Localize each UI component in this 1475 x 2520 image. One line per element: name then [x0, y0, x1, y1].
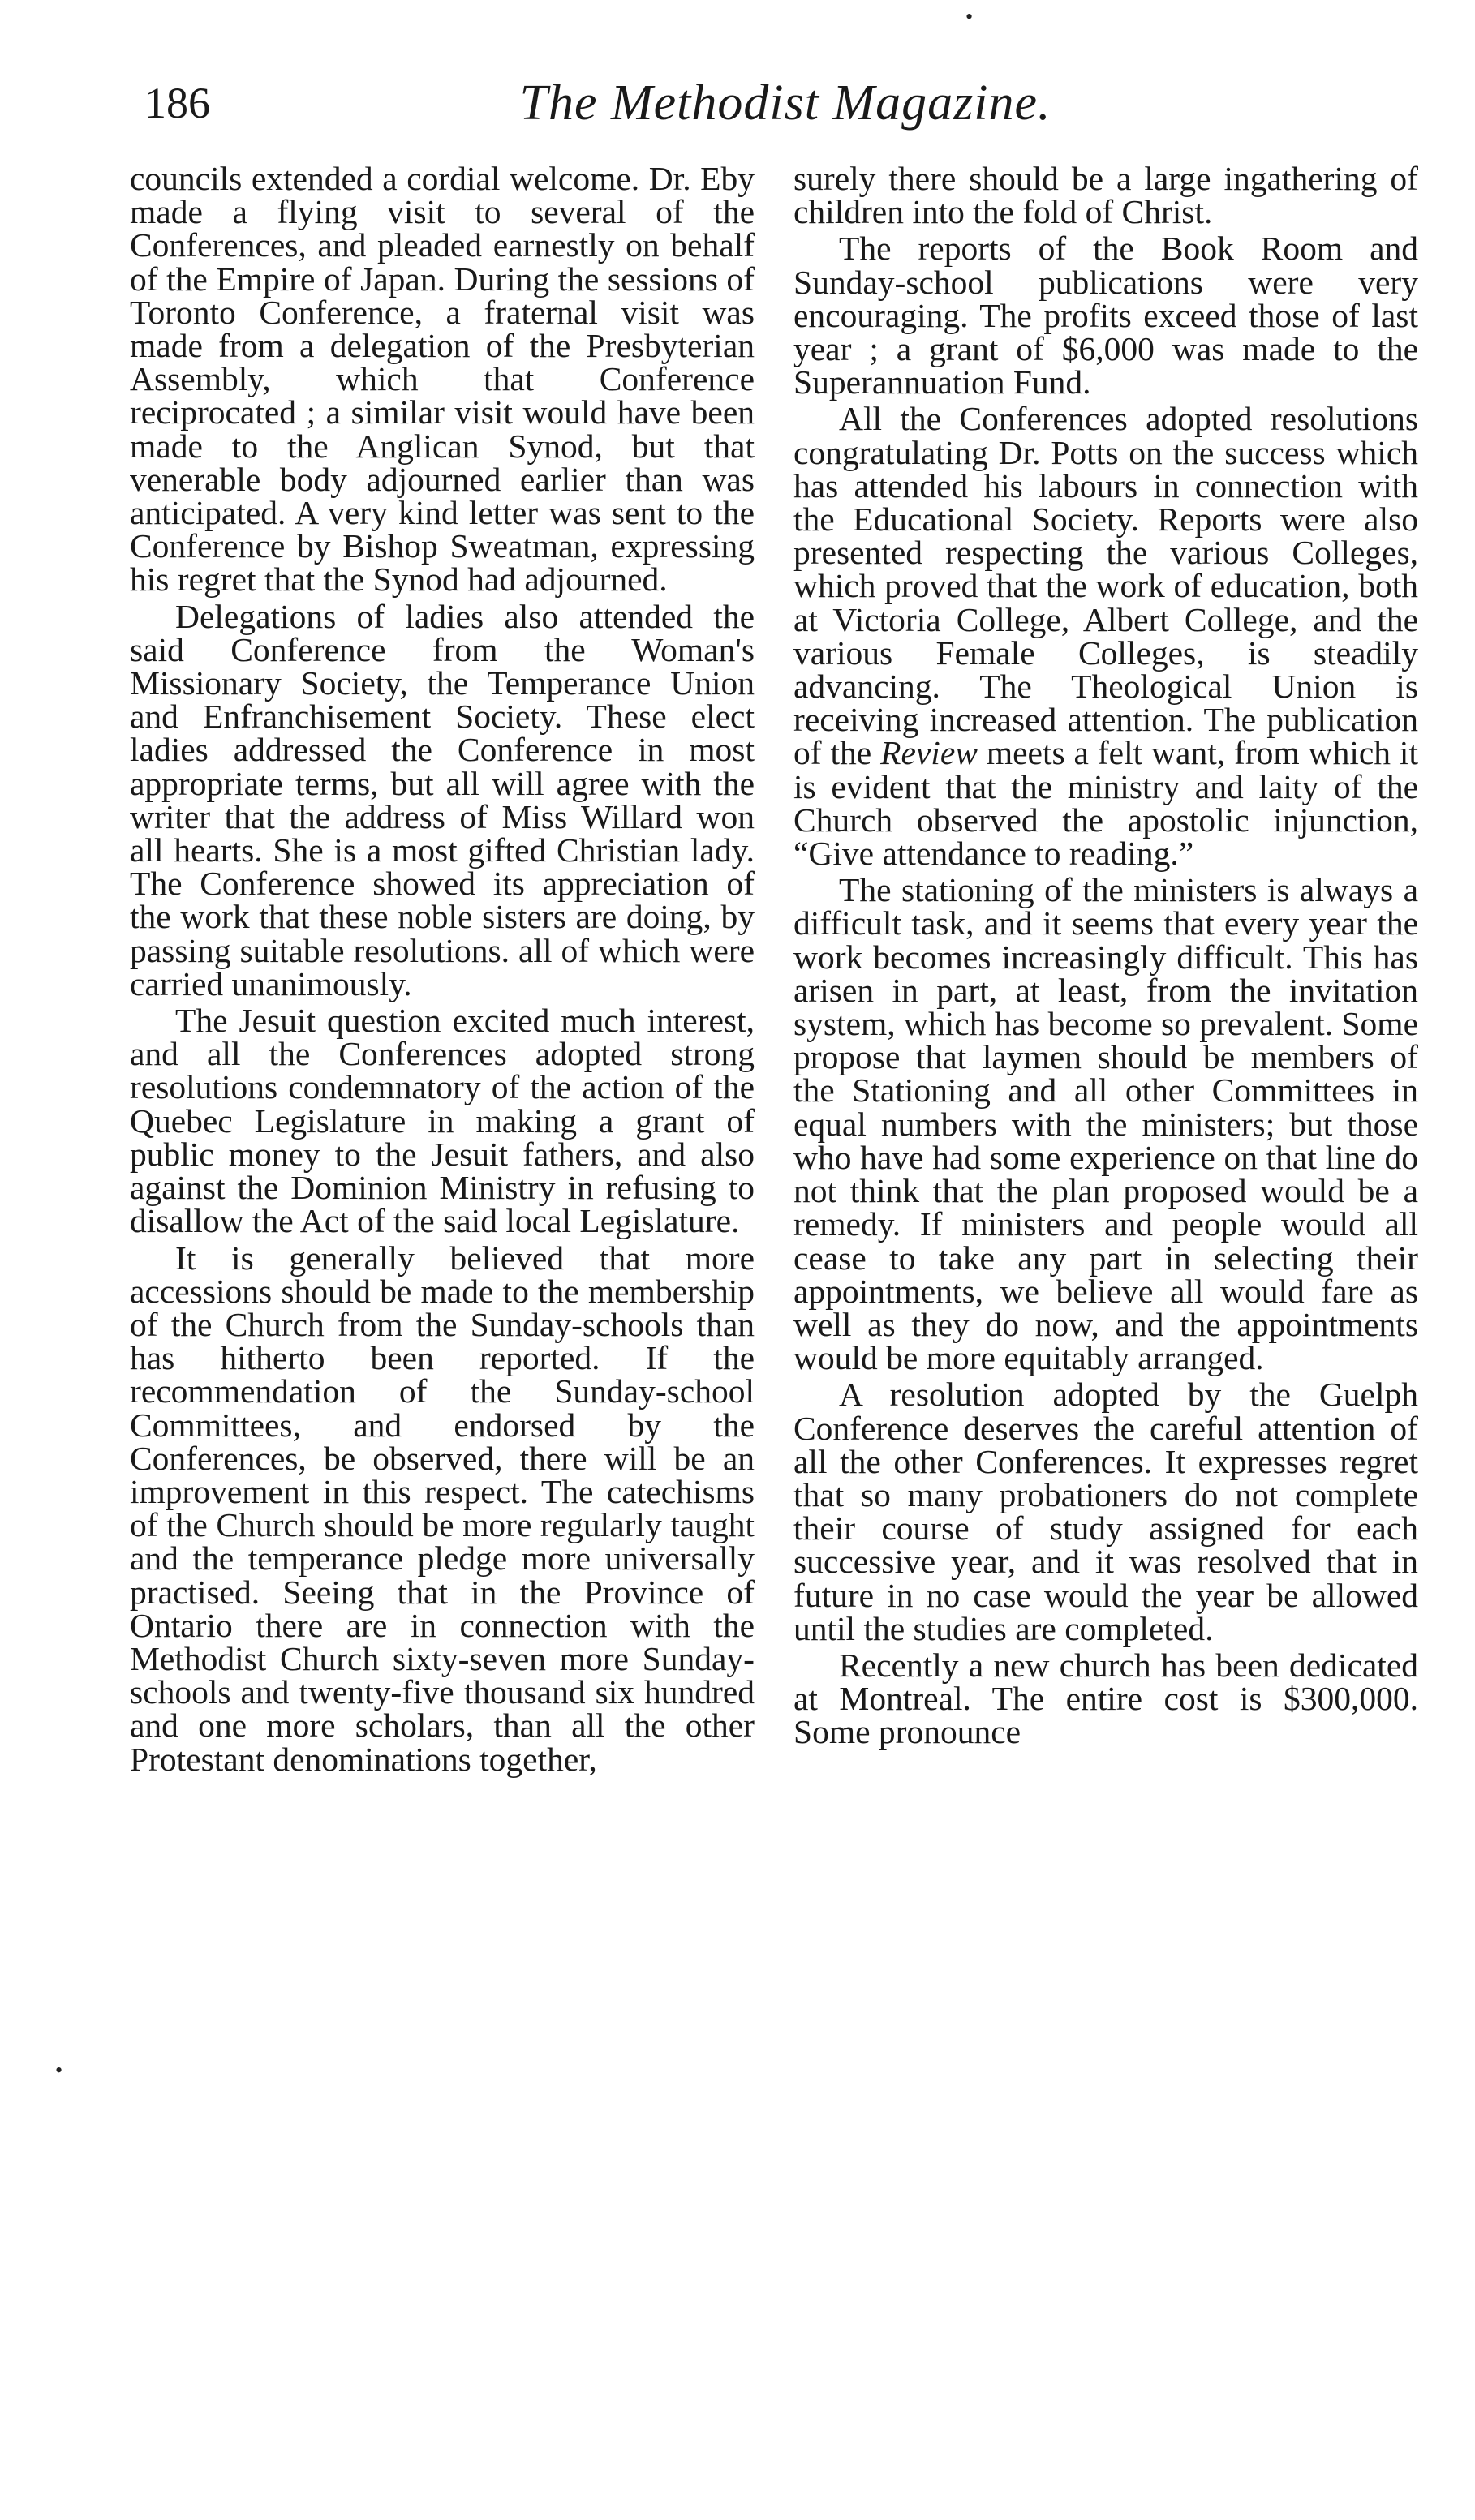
paragraph: It is generally believed that more accessions should be made to the membership of the Church from the Sunday-schools than has hitherto been reported. If the recommendation of the Sunday-school Committees, and endorsed by the Conferences, be observed, there will be an improvement in this respect. The catechisms of the Church should be more regularly taught and the temperance pledge more universally practised. Seeing that in the Province of Ontario there are in connection with the Methodist Church sixty-seven more Sunday-schools and twenty-five thousand six hundred and one more scholars, than all the other Protestant denominations together,	[130, 1239, 755, 1778]
paragraph: The reports of the Book Room and Sunday-school publications were very encouraging. The profits exceed those of last year ; a grant of $6,000 was made to the Superannuation Fund.	[793, 230, 1418, 401]
paragraph: Recently a new church has been dedicated at Montreal. The entire cost is $300,000. Some pronounce	[793, 1646, 1418, 1751]
ink-speck: •	[965, 5, 974, 28]
periodical-title: Review	[880, 734, 978, 772]
paragraph: All the Conferences adopted resolutions congratulating Dr. Potts on the success which has attended his labours in connection with the Educational Society. Reports were also presented respecting the various Colleges, which proved that the work of education, both at Victoria College, Albert College, and the various Female Colleges, is steadily advancing. The Theological Union is receiving increased attention. The publication of the Review meets a felt want, from which it is evident that the ministry and laity of the Church observed the apostolic injunction, “Give attendance to reading.”	[793, 400, 1418, 873]
page-header	[144, 75, 1426, 140]
paragraph: Delegations of ladies also attended the said Conference from the Woman's Missionary Society, the Temperance Union and Enfranchisement Society. These elect ladies addressed the Conference in most appropriate terms, but all will agree with the writer that the address of Miss Willard won all hearts. She is a most gifted Christian lady. The Conference showed its appreciation of the work that these noble sisters are doing, by passing suitable resolutions. all of which were carried unanimously.	[130, 597, 755, 1002]
paragraph: councils extended a cordial welcome. Dr. Eby made a flying visit to several of the Conferences, and pleaded earnestly on behalf of the Empire of Japan. During the sessions of Toronto Conference, a fraternal visit was made from a delegation of the Presbyterian Assembly, which that Conference reciprocated ; a similar visit would have been made to the Anglican Synod, but that venerable body adjourned earlier than was anticipated. A very kind letter was sent to the Conference by Bishop Sweatman, expressing his regret that the Synod had adjourned.	[130, 160, 755, 599]
ink-speck: •	[55, 2059, 63, 2082]
page-number: 186	[144, 79, 210, 127]
paragraph: A resolution adopted by the Guelph Conference deserves the careful attention of all the other Conferences. It expresses regret that so many probationers do not complete their course of study assigned for each successive year, and it was resolved that in future in no case would the year be allowed until the studies are completed.	[793, 1376, 1418, 1647]
left-column	[130, 162, 755, 1776]
paragraph: surely there should be a large ingathering of children into the fold of Christ.	[793, 160, 1418, 231]
paragraph: The Jesuit question excited much interest, and all the Conferences adopted strong resolutions condemnatory of the action of the Quebec Legislature in making a grant of public money to the Jesuit fathers, and also against the Dominion Ministry in refusing to disallow the Act of the said local Legislature.	[130, 1002, 755, 1240]
right-column	[793, 162, 1418, 1749]
paragraph: The stationing of the ministers is always a difficult task, and it seems that every year the work becomes increasingly difficult. This has arisen in part, at least, from the invitation system, which has become so prevalent. Some propose that laymen should be members of the Stationing and all other Committees in equal numbers with the ministers; but those who have had some experience on that line do not think that the plan proposed would be a remedy. If ministers and people would all cease to take any part in selecting their appointments, we believe all would fare as well as they do now, and the appointments would be more equitably arranged.	[793, 871, 1418, 1377]
running-title: The Methodist Magazine.	[519, 75, 1051, 131]
